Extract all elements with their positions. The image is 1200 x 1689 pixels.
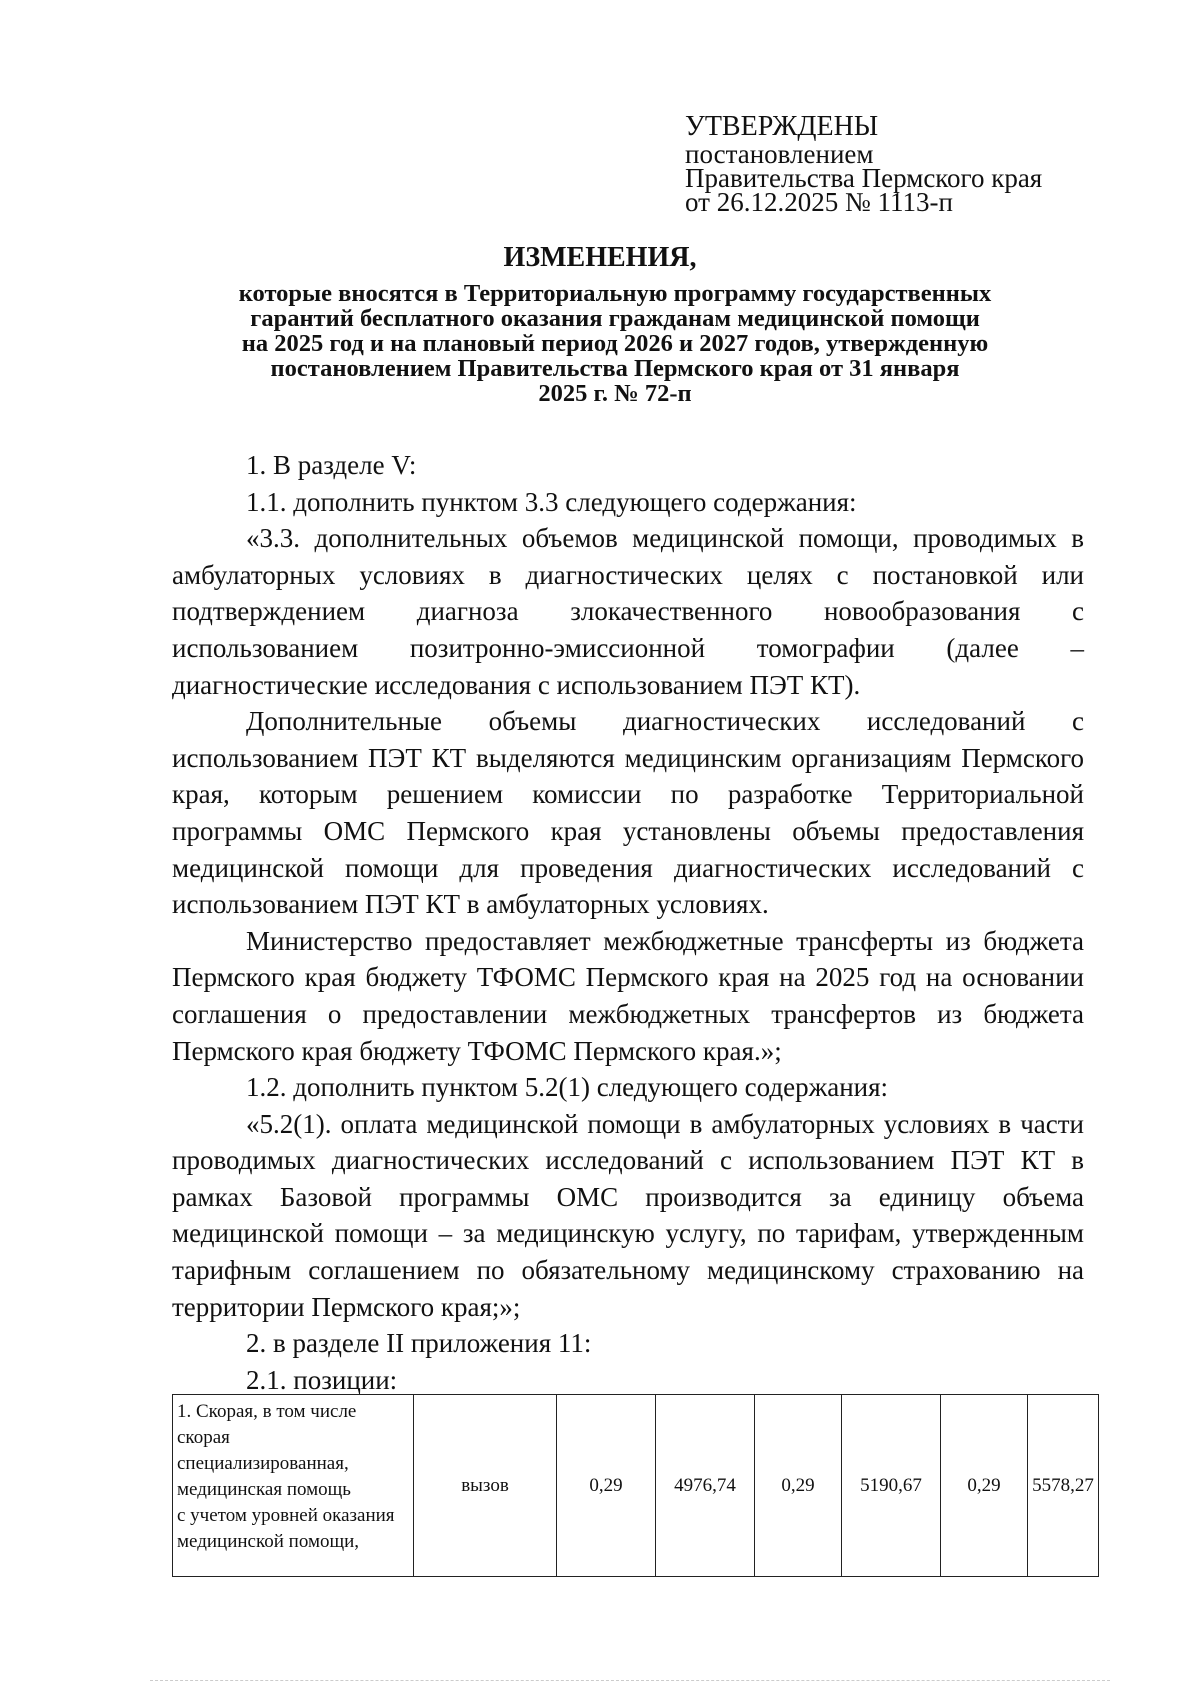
document-body xyxy=(172,447,1084,1398)
table-cell-name: 1. Скорая, в том числе скорая специализированная, медицинская помощь с учетом уровней оказания медицинской помощи, xyxy=(173,1395,414,1577)
paragraph-1-1: 1.1. дополнить пунктом 3.3 следующего содержания: xyxy=(246,486,857,517)
scan-edge-divider xyxy=(150,1680,1110,1682)
table-cell-value: 5578,27 xyxy=(1028,1395,1099,1577)
subtitle-line: постановлением Правительства Пермского края от 31 января xyxy=(270,355,960,382)
approval-line: от 26.12.2025 № 1113-п xyxy=(685,187,953,217)
paragraph-5-2-1: «5.2(1). оплата медицинской помощи в амбулаторных условиях в части проводимых диагностических исследований с использованием ПЭТ КТ в рамках Базовой программы ОМС производится за единицу объема медицинской помощи – за медицинскую услугу, по тарифам, утвержденным тарифным соглашением по обязательному медицинскому страхованию на территории Пермского края;»; xyxy=(172,1108,1084,1322)
table-cell-value: 0,29 xyxy=(755,1395,842,1577)
table-cell-value: 0,29 xyxy=(557,1395,656,1577)
paragraph-additional-volumes: Дополнительные объемы диагностических исследований с использованием ПЭТ КТ выделяются медицинским организациям Пермского края, которым решением комиссии по разработке Территориальной программы ОМС Пермского края установлены объемы предоставления медицинской помощи для проведения диагностических исследований с использованием ПЭТ КТ в амбулаторных условиях. xyxy=(172,706,1084,920)
table-cell-value: 5190,67 xyxy=(842,1395,941,1577)
table-row xyxy=(173,1395,1099,1577)
subtitle-line: 2025 г. № 72-п xyxy=(538,380,692,407)
table-cell-value: 0,29 xyxy=(941,1395,1028,1577)
positions-table xyxy=(172,1394,1099,1577)
paragraph-section-ii: 2. в разделе II приложения 11: xyxy=(246,1328,592,1359)
subtitle-line: гарантий бесплатного оказания гражданам медицинской помощи xyxy=(250,305,980,332)
subtitle-line: на 2025 год и на плановый период 2026 и 2027 годов, утвержденную xyxy=(241,330,989,357)
paragraph-section-v: 1. В разделе V: xyxy=(246,450,417,480)
subtitle-line: которые вносятся в Территориальную программу государственных xyxy=(238,280,992,307)
approval-line: Правительства Пермского края xyxy=(685,163,1043,193)
paragraph-1-2: 1.2. дополнить пунктом 5.2(1) следующего содержания: xyxy=(246,1072,889,1103)
approval-head: УТВЕРЖДЕНЫ xyxy=(685,111,879,142)
approval-stamp xyxy=(685,111,1165,217)
paragraph-2-1: 2.1. позиции: xyxy=(246,1364,398,1395)
paragraph-ministry-transfers: Министерство предоставляет межбюджетные трансферты из бюджета Пермского края бюджету ТФОМС Пермского края на 2025 год на основании соглашения о предоставлении межбюджетных трансфертов из бюджета Пермского края бюджету ТФОМС Пермского края.»; xyxy=(172,925,1084,1066)
table-cell-unit: вызов xyxy=(414,1395,557,1577)
table-cell-value: 4976,74 xyxy=(656,1395,755,1577)
document-title: ИЗМЕНЕНИЯ, xyxy=(503,242,697,273)
paragraph-3-3: «3.3. дополнительных объемов медицинской помощи, проводимых в амбулаторных условиях в диагностических целях с постановкой или подтверждением диагноза злокачественного новообразования с использованием позитронно-эмиссионной томографии (далее – диагностические исследования с использованием ПЭТ КТ). xyxy=(172,523,1084,700)
document-subtitle xyxy=(150,281,1080,406)
approval-line: постановлением xyxy=(685,139,874,169)
